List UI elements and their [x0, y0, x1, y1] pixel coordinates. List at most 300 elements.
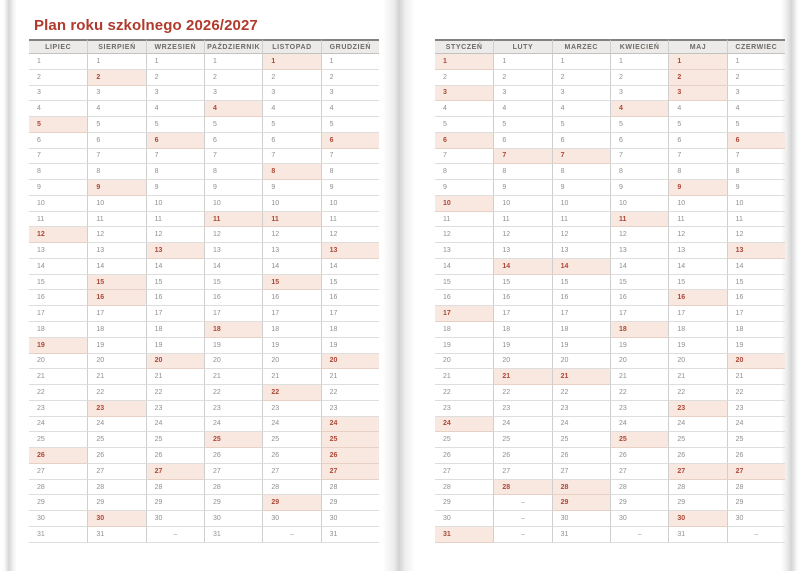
day-cell: 2	[727, 70, 785, 86]
day-cell: 29	[146, 495, 204, 511]
day-cell-highlighted: 27	[321, 464, 379, 480]
day-cell: 13	[435, 243, 493, 259]
day-cell: 10	[321, 196, 379, 212]
day-cell: 18	[435, 322, 493, 338]
day-cell: 9	[29, 180, 87, 196]
month-header: PAŹDZIERNIK	[204, 39, 262, 54]
month-header: KWIECIEŃ	[610, 39, 668, 54]
day-cell: 17	[262, 306, 320, 322]
day-cell: 2	[435, 70, 493, 86]
day-cell: 6	[552, 133, 610, 149]
day-cell: 3	[727, 86, 785, 102]
day-cell: 17	[87, 306, 145, 322]
day-cell: 2	[29, 70, 87, 86]
day-cell: 24	[262, 417, 320, 433]
day-cell: 1	[204, 54, 262, 70]
day-cell: 16	[321, 290, 379, 306]
day-cell: 16	[552, 290, 610, 306]
day-cell: 18	[29, 322, 87, 338]
calendar-july-december	[29, 39, 379, 543]
day-cell: 26	[87, 448, 145, 464]
day-cell: 29	[435, 495, 493, 511]
day-cell: 23	[204, 401, 262, 417]
day-cell: 25	[87, 432, 145, 448]
day-cell: 14	[262, 259, 320, 275]
day-cell: 1	[493, 54, 551, 70]
day-cell: 5	[146, 117, 204, 133]
empty-day-cell: –	[610, 527, 668, 543]
day-cell: 11	[29, 212, 87, 228]
day-cell: 5	[610, 117, 668, 133]
day-cell: 10	[493, 196, 551, 212]
day-cell: 18	[668, 322, 726, 338]
day-cell: 11	[668, 212, 726, 228]
day-cell: 25	[146, 432, 204, 448]
day-cell: 17	[321, 306, 379, 322]
day-cell: 4	[493, 101, 551, 117]
empty-day-cell: –	[493, 511, 551, 527]
day-cell: 27	[262, 464, 320, 480]
day-cell-highlighted: 3	[435, 86, 493, 102]
day-cell-highlighted: 8	[262, 164, 320, 180]
day-cell: 1	[552, 54, 610, 70]
day-cell: 17	[493, 306, 551, 322]
day-cell: 22	[87, 385, 145, 401]
day-cell: 18	[321, 322, 379, 338]
day-cell: 10	[146, 196, 204, 212]
day-cell: 13	[29, 243, 87, 259]
day-cell: 25	[493, 432, 551, 448]
day-cell: 21	[87, 369, 145, 385]
day-cell: 3	[321, 86, 379, 102]
day-cell: 19	[727, 338, 785, 354]
day-cell: 3	[146, 86, 204, 102]
day-cell: 6	[262, 133, 320, 149]
month-header: LUTY	[493, 39, 551, 54]
day-cell: 6	[87, 133, 145, 149]
day-cell-highlighted: 21	[493, 369, 551, 385]
day-cell: 21	[204, 369, 262, 385]
day-cell: 23	[610, 401, 668, 417]
day-cell-highlighted: 24	[321, 417, 379, 433]
day-cell: 12	[87, 227, 145, 243]
day-cell-highlighted: 20	[321, 354, 379, 370]
day-cell: 27	[552, 464, 610, 480]
day-cell: 30	[29, 511, 87, 527]
day-cell: 11	[321, 212, 379, 228]
month-header: WRZESIEŃ	[146, 39, 204, 54]
day-cell: 20	[552, 354, 610, 370]
day-cell: 14	[204, 259, 262, 275]
day-cell: 31	[29, 527, 87, 543]
month-header: MAJ	[668, 39, 726, 54]
day-cell: 17	[668, 306, 726, 322]
day-cell: 30	[321, 511, 379, 527]
day-cell: 21	[146, 369, 204, 385]
day-cell: 4	[87, 101, 145, 117]
day-cell: 22	[727, 385, 785, 401]
day-cell: 22	[668, 385, 726, 401]
day-cell: 2	[204, 70, 262, 86]
day-cell: 4	[435, 101, 493, 117]
day-cell: 2	[321, 70, 379, 86]
day-cell: 23	[29, 401, 87, 417]
day-cell: 26	[610, 448, 668, 464]
day-cell-highlighted: 23	[87, 401, 145, 417]
day-cell: 25	[552, 432, 610, 448]
day-cell: 10	[668, 196, 726, 212]
day-cell: 6	[29, 133, 87, 149]
day-cell: 19	[493, 338, 551, 354]
day-cell: 15	[610, 275, 668, 291]
day-cell: 22	[435, 385, 493, 401]
day-cell: 5	[204, 117, 262, 133]
day-cell: 30	[610, 511, 668, 527]
day-cell-highlighted: 11	[610, 212, 668, 228]
page-title: Plan roku szkolnego 2026/2027	[34, 17, 258, 34]
day-cell: 28	[727, 480, 785, 496]
day-cell: 1	[87, 54, 145, 70]
day-cell: 29	[727, 495, 785, 511]
day-cell: 28	[146, 480, 204, 496]
day-cell: 17	[610, 306, 668, 322]
day-cell: 16	[610, 290, 668, 306]
day-cell: 19	[321, 338, 379, 354]
day-cell: 30	[262, 511, 320, 527]
day-cell-highlighted: 1	[435, 54, 493, 70]
day-cell: 14	[610, 259, 668, 275]
day-cell: 14	[321, 259, 379, 275]
day-cell: 12	[321, 227, 379, 243]
day-cell-highlighted: 26	[29, 448, 87, 464]
day-cell: 30	[146, 511, 204, 527]
empty-day-cell: –	[493, 527, 551, 543]
day-cell-highlighted: 10	[435, 196, 493, 212]
day-cell: 12	[727, 227, 785, 243]
day-cell: 12	[262, 227, 320, 243]
day-cell: 26	[435, 448, 493, 464]
day-cell: 3	[29, 86, 87, 102]
day-cell: 15	[321, 275, 379, 291]
day-cell: 11	[552, 212, 610, 228]
day-cell: 11	[146, 212, 204, 228]
day-cell: 18	[262, 322, 320, 338]
day-cell-highlighted: 19	[29, 338, 87, 354]
day-cell: 11	[87, 212, 145, 228]
day-cell-highlighted: 15	[87, 275, 145, 291]
day-cell: 10	[610, 196, 668, 212]
day-cell: 27	[204, 464, 262, 480]
day-cell: 12	[552, 227, 610, 243]
day-cell: 8	[204, 164, 262, 180]
day-cell: 27	[493, 464, 551, 480]
day-cell: 13	[204, 243, 262, 259]
day-cell-highlighted: 31	[435, 527, 493, 543]
day-cell: 24	[204, 417, 262, 433]
day-cell: 27	[435, 464, 493, 480]
day-cell: 7	[727, 149, 785, 165]
day-cell-highlighted: 20	[727, 354, 785, 370]
day-cell: 25	[435, 432, 493, 448]
empty-day-cell: –	[727, 527, 785, 543]
day-cell: 14	[668, 259, 726, 275]
day-cell-highlighted: 16	[87, 290, 145, 306]
day-cell: 28	[668, 480, 726, 496]
day-cell: 19	[552, 338, 610, 354]
day-cell: 16	[204, 290, 262, 306]
day-cell: 31	[668, 527, 726, 543]
day-cell: 8	[87, 164, 145, 180]
day-cell: 26	[204, 448, 262, 464]
day-cell: 2	[262, 70, 320, 86]
day-cell: 18	[87, 322, 145, 338]
day-cell-highlighted: 4	[204, 101, 262, 117]
day-cell: 22	[552, 385, 610, 401]
day-cell: 7	[610, 149, 668, 165]
day-cell: 30	[204, 511, 262, 527]
day-cell: 15	[668, 275, 726, 291]
day-cell-highlighted: 27	[146, 464, 204, 480]
month-header: MARZEC	[552, 39, 610, 54]
day-cell: 9	[552, 180, 610, 196]
day-cell: 23	[552, 401, 610, 417]
day-cell: 30	[727, 511, 785, 527]
day-cell-highlighted: 25	[610, 432, 668, 448]
day-cell-highlighted: 11	[204, 212, 262, 228]
day-cell: 18	[552, 322, 610, 338]
day-cell: 21	[321, 369, 379, 385]
day-cell: 20	[435, 354, 493, 370]
day-cell: 19	[146, 338, 204, 354]
day-cell-highlighted: 11	[262, 212, 320, 228]
day-cell: 29	[610, 495, 668, 511]
day-cell: 8	[493, 164, 551, 180]
day-cell-highlighted: 7	[552, 149, 610, 165]
day-cell: 27	[87, 464, 145, 480]
day-cell: 3	[493, 86, 551, 102]
day-cell: 15	[552, 275, 610, 291]
day-cell: 20	[493, 354, 551, 370]
month-header: GRUDZIEŃ	[321, 39, 379, 54]
day-cell-highlighted: 3	[668, 86, 726, 102]
day-cell: 12	[493, 227, 551, 243]
day-cell: 1	[146, 54, 204, 70]
day-cell-highlighted: 18	[204, 322, 262, 338]
day-cell: 18	[146, 322, 204, 338]
day-cell-highlighted: 15	[262, 275, 320, 291]
day-cell-highlighted: 21	[552, 369, 610, 385]
day-cell-highlighted: 14	[493, 259, 551, 275]
day-cell-highlighted: 7	[493, 149, 551, 165]
day-cell: 15	[204, 275, 262, 291]
day-cell-highlighted: 6	[321, 133, 379, 149]
day-cell: 16	[146, 290, 204, 306]
day-cell: 10	[552, 196, 610, 212]
day-cell: 8	[610, 164, 668, 180]
day-cell: 8	[146, 164, 204, 180]
day-cell: 2	[146, 70, 204, 86]
day-cell: 19	[435, 338, 493, 354]
day-cell: 20	[262, 354, 320, 370]
day-cell: 20	[29, 354, 87, 370]
day-cell: 14	[29, 259, 87, 275]
day-cell: 7	[435, 149, 493, 165]
day-cell: 12	[435, 227, 493, 243]
day-cell: 23	[262, 401, 320, 417]
day-cell: 9	[435, 180, 493, 196]
day-cell: 26	[668, 448, 726, 464]
day-cell: 7	[146, 149, 204, 165]
day-cell: 31	[321, 527, 379, 543]
day-cell: 23	[727, 401, 785, 417]
day-cell: 31	[87, 527, 145, 543]
day-cell: 28	[435, 480, 493, 496]
day-cell-highlighted: 22	[262, 385, 320, 401]
day-cell: 22	[204, 385, 262, 401]
day-cell: 13	[493, 243, 551, 259]
day-cell: 1	[321, 54, 379, 70]
calendar-january-june	[435, 39, 785, 543]
day-cell: 5	[552, 117, 610, 133]
day-cell: 6	[493, 133, 551, 149]
day-cell: 22	[610, 385, 668, 401]
day-cell: 16	[727, 290, 785, 306]
day-cell-highlighted: 4	[610, 101, 668, 117]
day-cell: 15	[493, 275, 551, 291]
day-cell: 12	[668, 227, 726, 243]
day-cell: 4	[668, 101, 726, 117]
day-cell: 30	[552, 511, 610, 527]
day-cell-highlighted: 9	[668, 180, 726, 196]
day-cell: 13	[87, 243, 145, 259]
day-cell-highlighted: 25	[321, 432, 379, 448]
day-cell: 24	[146, 417, 204, 433]
day-cell: 28	[321, 480, 379, 496]
day-cell: 3	[610, 86, 668, 102]
day-cell: 4	[29, 101, 87, 117]
day-cell: 6	[204, 133, 262, 149]
day-cell: 10	[204, 196, 262, 212]
day-cell: 12	[610, 227, 668, 243]
day-cell-highlighted: 27	[668, 464, 726, 480]
empty-day-cell: –	[146, 527, 204, 543]
day-cell: 14	[727, 259, 785, 275]
day-cell: 4	[552, 101, 610, 117]
day-cell: 4	[262, 101, 320, 117]
month-header: CZERWIEC	[727, 39, 785, 54]
day-cell: 2	[610, 70, 668, 86]
day-cell: 8	[29, 164, 87, 180]
day-cell: 8	[668, 164, 726, 180]
day-cell-highlighted: 24	[435, 417, 493, 433]
day-cell: 30	[435, 511, 493, 527]
day-cell: 22	[321, 385, 379, 401]
day-cell: 5	[493, 117, 551, 133]
day-cell: 17	[204, 306, 262, 322]
day-cell: 20	[204, 354, 262, 370]
day-cell: 13	[262, 243, 320, 259]
day-cell: 21	[29, 369, 87, 385]
day-cell: 23	[321, 401, 379, 417]
day-cell: 12	[146, 227, 204, 243]
page-edge-left	[0, 0, 17, 571]
day-cell: 24	[493, 417, 551, 433]
day-cell-highlighted: 12	[29, 227, 87, 243]
day-cell: 29	[29, 495, 87, 511]
day-cell: 29	[321, 495, 379, 511]
day-cell: 19	[204, 338, 262, 354]
day-cell: 4	[146, 101, 204, 117]
day-cell: 2	[493, 70, 551, 86]
day-cell: 13	[668, 243, 726, 259]
day-cell-highlighted: 14	[552, 259, 610, 275]
day-cell: 5	[87, 117, 145, 133]
day-cell-highlighted: 2	[668, 70, 726, 86]
day-cell: 22	[493, 385, 551, 401]
day-cell: 3	[262, 86, 320, 102]
day-cell: 19	[87, 338, 145, 354]
day-cell-highlighted: 28	[493, 480, 551, 496]
day-cell-highlighted: 29	[262, 495, 320, 511]
day-cell: 15	[29, 275, 87, 291]
day-cell: 18	[727, 322, 785, 338]
day-cell: 4	[321, 101, 379, 117]
day-cell: 10	[29, 196, 87, 212]
day-cell: 28	[87, 480, 145, 496]
day-cell: 21	[262, 369, 320, 385]
day-cell: 9	[262, 180, 320, 196]
day-cell: 21	[435, 369, 493, 385]
day-cell: 9	[493, 180, 551, 196]
day-cell: 8	[321, 164, 379, 180]
day-cell: 20	[668, 354, 726, 370]
day-cell: 14	[435, 259, 493, 275]
day-cell: 29	[204, 495, 262, 511]
day-cell: 7	[204, 149, 262, 165]
day-cell: 7	[29, 149, 87, 165]
day-cell: 4	[727, 101, 785, 117]
day-cell: 22	[146, 385, 204, 401]
day-cell-highlighted: 6	[146, 133, 204, 149]
day-cell: 5	[321, 117, 379, 133]
day-cell: 7	[668, 149, 726, 165]
day-cell: 6	[668, 133, 726, 149]
day-cell: 25	[29, 432, 87, 448]
day-cell: 17	[146, 306, 204, 322]
day-cell: 24	[87, 417, 145, 433]
day-cell: 31	[552, 527, 610, 543]
day-cell: 25	[262, 432, 320, 448]
day-cell: 24	[610, 417, 668, 433]
day-cell: 26	[262, 448, 320, 464]
day-cell: 11	[493, 212, 551, 228]
day-cell: 19	[610, 338, 668, 354]
day-cell: 17	[29, 306, 87, 322]
day-cell: 23	[146, 401, 204, 417]
day-cell: 7	[87, 149, 145, 165]
day-cell-highlighted: 1	[668, 54, 726, 70]
day-cell: 3	[552, 86, 610, 102]
day-cell: 20	[610, 354, 668, 370]
day-cell: 16	[262, 290, 320, 306]
day-cell: 24	[29, 417, 87, 433]
day-cell: 21	[668, 369, 726, 385]
day-cell-highlighted: 17	[435, 306, 493, 322]
day-cell-highlighted: 23	[668, 401, 726, 417]
month-header: SIERPIEŃ	[87, 39, 145, 54]
day-cell: 16	[435, 290, 493, 306]
day-cell-highlighted: 18	[610, 322, 668, 338]
